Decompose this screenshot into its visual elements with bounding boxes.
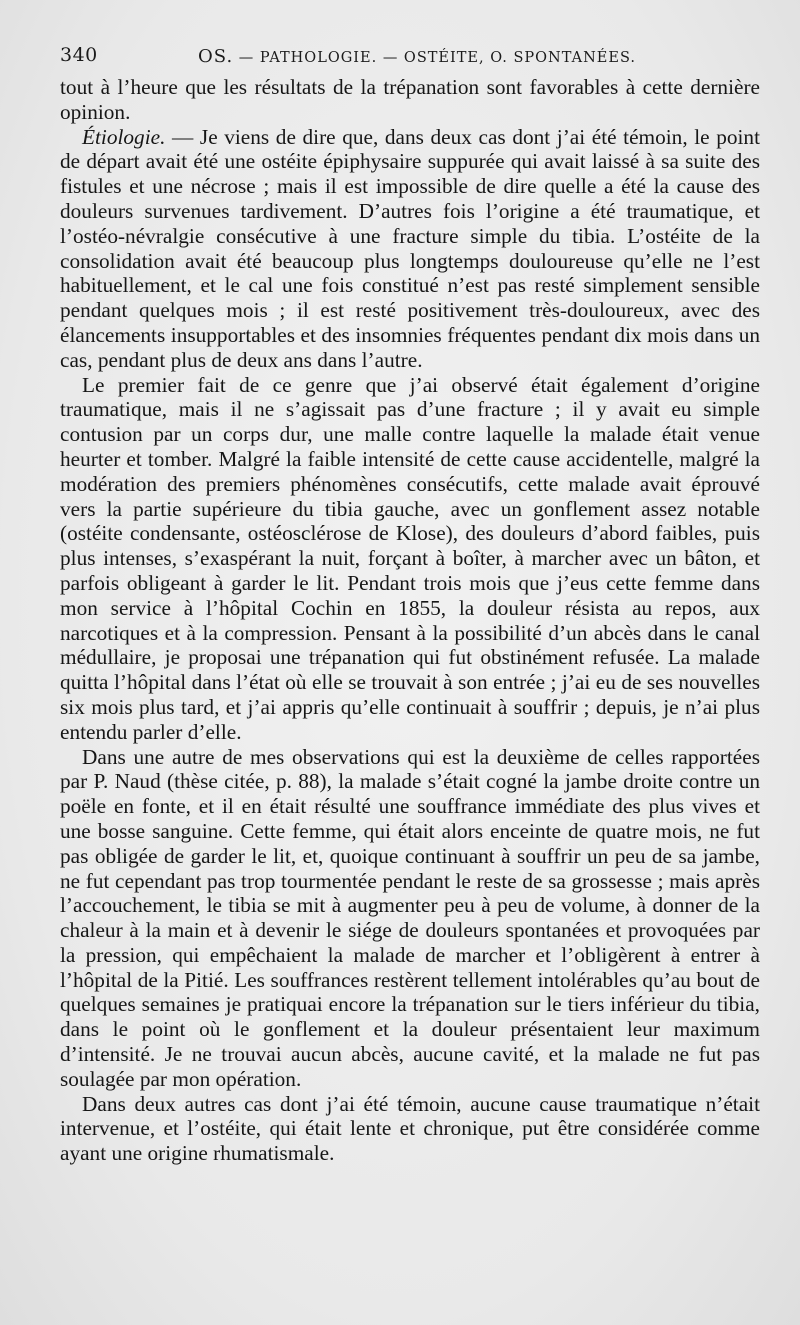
paragraph-text: Dans une autre de mes observations qui est la deuxième de celles rapportées par P. Naud (thèse citée, p. 88), la malade s’était cogné la jambe droite contre un poële en fonte, et il en était résulté une souffrance immédiate des plus vives et une bosse sanguine. Cette femme, qui était alors enceinte de quatre mois, ne fut pas obligée de garder le lit, et, quoique continuant à souffrir un peu de sa jambe, ne fut cependant pas trop tourmentée pendant le reste de sa grossesse ; mais après l’accouchement, le tibia se mit à augmenter peu à peu de volume, à donner de la chaleur à la main et à devenir le siége de douleurs spontanées et provoquées par la pression, qui empêchaient la malade de marcher et l’obligèrent à entrer à l’hôpital de la Pitié. Les souffrances restèrent tellement intolérables qu’au bout de quelques semaines je pratiquai encore la trépanation sur le tiers inférieur du tibia, dans le point où le gonflement et la douleur présentaient leur maximum d’intensité. Je ne trouvai aucun abcès, aucune cavité, et la malade ne fut pas soulagée par mon opération. [60,744,760,1091]
paragraph-text: tout à l’heure que les résultats de la trépanation sont favorables à cette dernière opinion. [60,75,760,124]
paragraph-deux-autres-cas [60,1092,760,1166]
section-lead: Étiologie. [82,124,166,149]
paragraph-autre-observation [60,745,760,1092]
paragraph-text: Le premier fait de ce genre que j’ai observé était également d’origine traumatique, mais il ne s’agissait pas d’une fracture ; il y avait eu simple contusion par un corps dur, une malle contre laquelle la malade était venue heurter et tomber. Malgré la faible intensité de cette cause accidentelle, malgré la modération des premiers phénomènes consécutifs, cette malade avait éprouvé vers la partie supérieure du tibia gauche, avec un gonflement assez notable (ostéite condensante, ostéosclérose de Klose), des douleurs d’abord faibles, puis plus intenses, s’exaspérant la nuit, forçant à boîter, à marcher avec un bâton, et parfois obligeant à garder le lit. Pendant trois mois que j’eus cette femme dans mon service à l’hôpital Cochin en 1855, la douleur résista au repos, aux narcotiques et à la compression. Pensant à la possibilité d’un abcès dans le canal médullaire, je proposai une trépanation qui fut obstinément refusée. La malade quitta l’hôpital dans l’état où elle se trouvait à son entrée ; j’ai eu de ses nouvelles six mois plus tard, et j’ai appris qu’elle continuait à souffrir ; depuis, je n’ai plus entendu parler d’elle. [60,372,760,744]
running-header [60,44,740,68]
running-title [198,46,636,67]
paragraph-premier-fait [60,373,760,745]
page-number: 340 [60,44,98,66]
running-title-rest: — PATHOLOGIE. — OSTÉITE, O. SPONTANÉES. [233,50,636,66]
paragraph-continuation [60,75,760,125]
paragraph-text: Dans deux autres cas dont j’ai été témoin, aucune cause traumatique n’était intervenue, et l’ostéite, qui était lente et chronique, put être considérée comme ayant une origine rhumatismale. [60,1091,760,1166]
paragraph-text: — Je viens de dire que, dans deux cas dont j’ai été témoin, le point de départ avait été une ostéite épiphysaire suppurée qui avait laissé à sa suite des fistules et une nécrose ; mais il est impossible de dire quelle a été la cause des douleurs survenues tardivement. D’autres fois l’origine a été traumatique, et l’ostéo-névralgie consécutive à une fracture simple du tibia. L’ostéite de la consolidation avait été beaucoup plus longtemps douloureuse qu’elle ne l’est habituellement, et le cal une fois constitué n’est pas resté simplement sensible pendant quelques mois ; il est resté positivement très-douloureux, avec des élancements insupportables et des insomnies fréquentes pendant dix mois dans un cas, pendant plus de deux ans dans l’autre. [60,124,760,372]
running-title-prefix: OS. [198,46,234,67]
paragraph-etiologie [60,125,760,373]
body-text [60,75,760,1166]
